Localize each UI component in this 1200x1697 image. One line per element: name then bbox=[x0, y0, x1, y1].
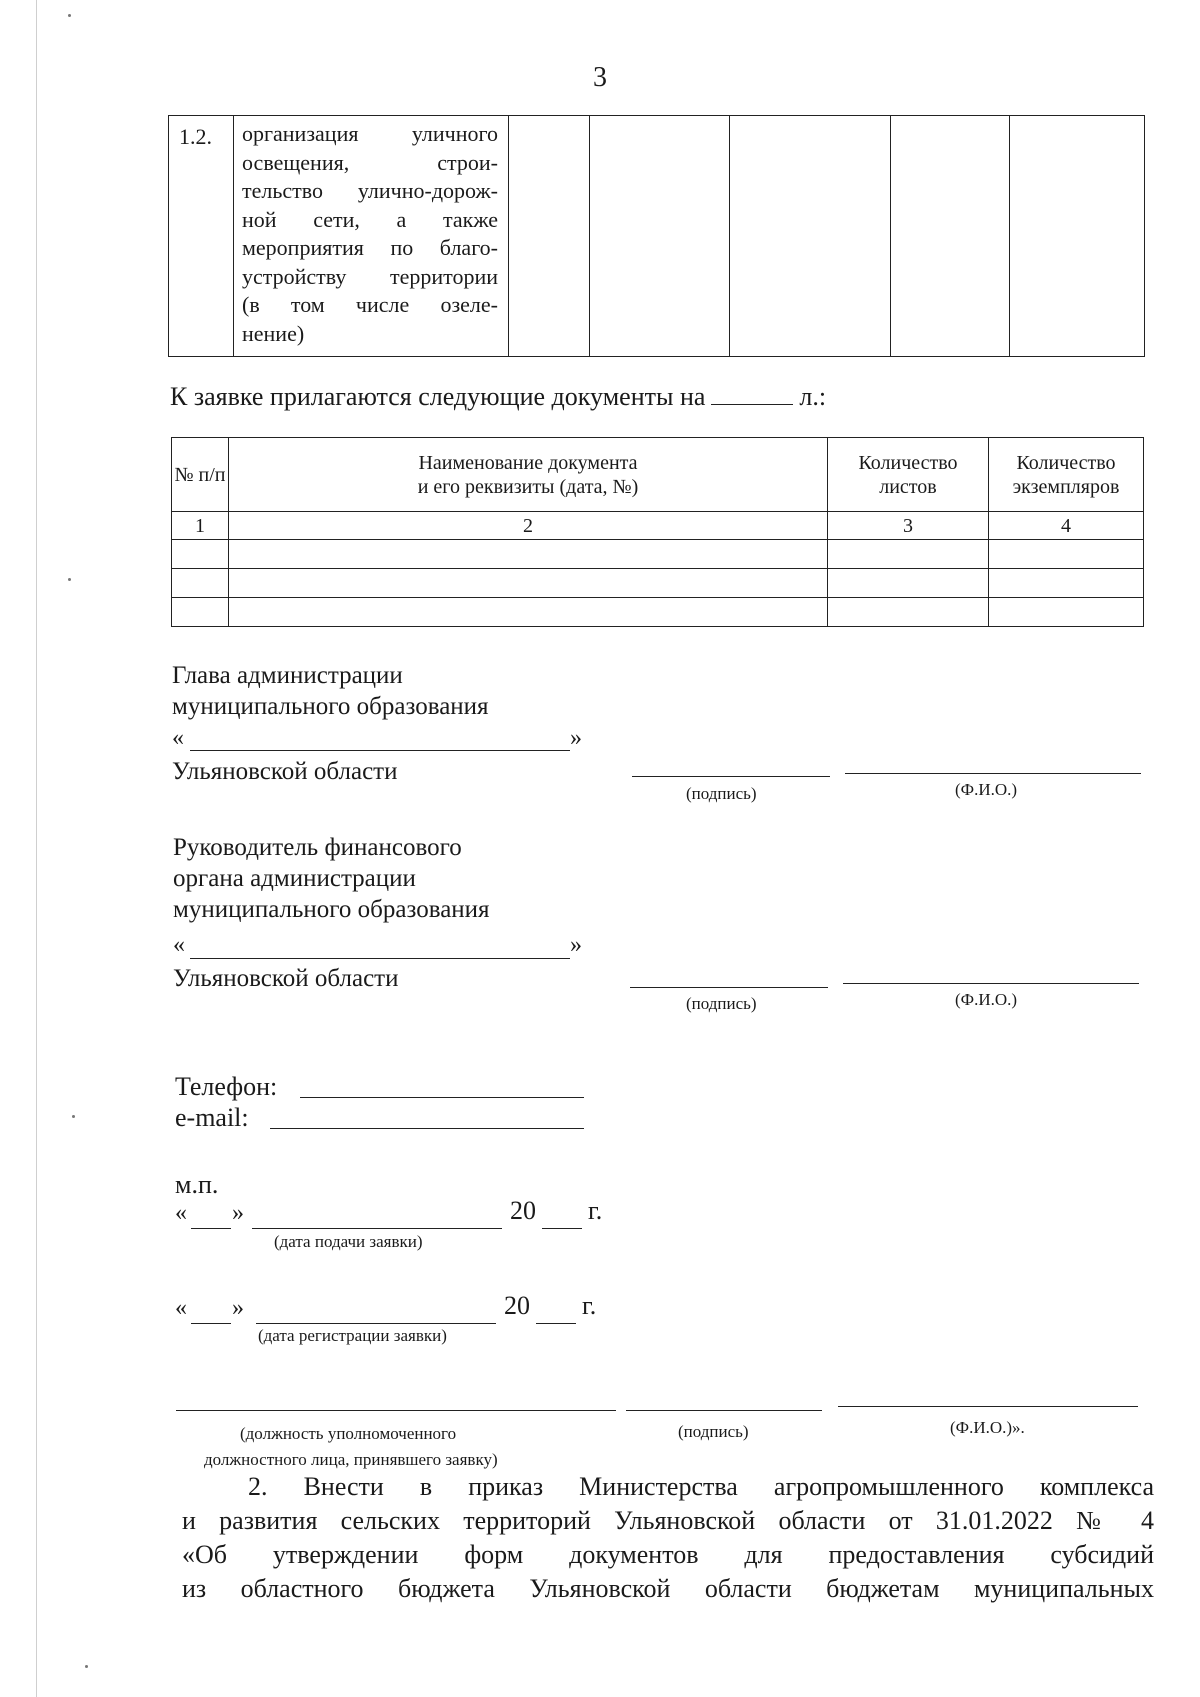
scan-dot bbox=[72, 1115, 75, 1118]
year-suffix: г. bbox=[582, 1291, 597, 1320]
page-margin-line bbox=[36, 0, 37, 1697]
paragraph-line: из областного бюджета Ульяновской области бюджетам муниципальных bbox=[182, 1574, 1154, 1603]
name-caption: (Ф.И.О.) bbox=[955, 990, 1018, 1009]
submission-date-caption: (дата подачи заявки) bbox=[274, 1232, 423, 1251]
date-quote-open: « bbox=[175, 1200, 187, 1226]
table-row bbox=[172, 598, 1144, 627]
sheet-count-blank bbox=[711, 384, 793, 405]
signature-caption: (подпись) bbox=[678, 1422, 749, 1441]
year-prefix: 20 bbox=[504, 1291, 530, 1320]
municipality-name-blank bbox=[190, 750, 570, 751]
table-row bbox=[172, 569, 1144, 598]
header-sheets: Количество листов bbox=[828, 438, 989, 512]
region-name: Ульяновской области bbox=[173, 965, 399, 992]
year-blank bbox=[536, 1323, 576, 1324]
table-header-row bbox=[172, 438, 1144, 512]
row-text-line: нение) bbox=[242, 320, 305, 346]
documents-table bbox=[171, 437, 1144, 627]
head-admin-title: Глава администрации муниципального образования bbox=[172, 662, 489, 720]
paragraph-2 bbox=[182, 1470, 1154, 1606]
page-number: 3 bbox=[593, 62, 607, 93]
signature-caption: (подпись) bbox=[686, 784, 757, 803]
header-document-name: Наименование документа и его реквизиты (дата, №) bbox=[229, 438, 828, 512]
empty-cell bbox=[1010, 116, 1145, 357]
name-caption: (Ф.И.О.) bbox=[955, 780, 1018, 799]
month-blank bbox=[252, 1228, 502, 1229]
year-suffix: г. bbox=[588, 1196, 603, 1225]
column-number: 1 bbox=[172, 512, 229, 540]
date-quote-close: » bbox=[232, 1295, 244, 1321]
region-name: Ульяновской области bbox=[172, 758, 398, 785]
column-number: 3 bbox=[828, 512, 989, 540]
row-text-line: организация уличного bbox=[242, 121, 498, 146]
signature-caption: (подпись) bbox=[686, 994, 757, 1013]
column-number: 2 bbox=[229, 512, 828, 540]
paragraph-line: «Об утверждении форм документов для предоставления субсидий bbox=[182, 1540, 1154, 1569]
day-blank bbox=[191, 1228, 231, 1229]
municipality-quote-close: » bbox=[570, 932, 582, 958]
stamp-label: м.п. bbox=[175, 1170, 219, 1199]
registration-date-caption: (дата регистрации заявки) bbox=[258, 1326, 447, 1345]
phone-label: Телефон: bbox=[175, 1072, 278, 1101]
signature-blank bbox=[626, 1410, 822, 1411]
email-label: e-mail: bbox=[175, 1103, 249, 1132]
scan-dot bbox=[68, 14, 71, 17]
table-row bbox=[169, 116, 1145, 357]
row-text-line: ной сети, а также bbox=[242, 206, 498, 232]
row-text-line: (в том числе озеле- bbox=[242, 292, 498, 317]
paragraph-line: 2. Внести в приказ Министерства агропромышленного комплекса bbox=[248, 1472, 1154, 1501]
name-blank bbox=[845, 773, 1141, 774]
empty-cell bbox=[730, 116, 891, 357]
header-num: № п/п bbox=[172, 438, 229, 512]
position-blank bbox=[176, 1410, 616, 1411]
row-number-cell: 1.2. bbox=[169, 116, 234, 357]
row-description-cell bbox=[234, 116, 509, 357]
empty-cell bbox=[509, 116, 590, 357]
month-blank bbox=[256, 1323, 496, 1324]
signature-blank bbox=[630, 987, 828, 988]
municipality-quote-close: » bbox=[570, 725, 582, 751]
name-caption: (Ф.И.О.)». bbox=[950, 1418, 1025, 1437]
row-text-line: мероприятия по благо- bbox=[242, 235, 498, 260]
scan-dot bbox=[85, 1665, 88, 1668]
year-blank bbox=[542, 1228, 582, 1229]
signature-blank bbox=[632, 776, 830, 777]
scan-dot bbox=[68, 578, 71, 581]
header-copies: Количество экземпляров bbox=[989, 438, 1144, 512]
municipality-quote-open: « bbox=[173, 932, 185, 958]
column-number: 4 bbox=[989, 512, 1144, 540]
attachments-intro: К заявке прилагаются следующие документы на л.: bbox=[170, 382, 827, 411]
date-quote-open: « bbox=[175, 1295, 187, 1321]
column-number-row bbox=[172, 512, 1144, 540]
empty-cell bbox=[590, 116, 730, 357]
table-row bbox=[172, 540, 1144, 569]
row-text-line: устройству территории bbox=[242, 263, 498, 289]
row-text-line: освещения, строи- bbox=[242, 149, 498, 175]
date-quote-close: » bbox=[232, 1200, 244, 1226]
empty-cell bbox=[891, 116, 1010, 357]
name-blank bbox=[843, 983, 1139, 984]
measures-table bbox=[168, 115, 1145, 357]
name-blank bbox=[838, 1406, 1138, 1407]
position-caption-line2: должностного лица, принявшего заявку) bbox=[204, 1450, 498, 1469]
day-blank bbox=[191, 1323, 231, 1324]
finance-head-title: Руководитель финансового органа администрации муниципального образования bbox=[173, 834, 490, 923]
phone-blank bbox=[300, 1097, 584, 1098]
position-caption-line1: (должность уполномоченного bbox=[240, 1424, 457, 1443]
municipality-name-blank bbox=[190, 958, 570, 959]
paragraph-line: и развития сельских территорий Ульяновской области от 31.01.2022 № 4 bbox=[182, 1506, 1154, 1535]
year-prefix: 20 bbox=[510, 1196, 536, 1225]
municipality-quote-open: « bbox=[172, 725, 184, 751]
row-text-line: тельство улично-дорож- bbox=[242, 178, 498, 203]
email-blank bbox=[270, 1128, 584, 1129]
